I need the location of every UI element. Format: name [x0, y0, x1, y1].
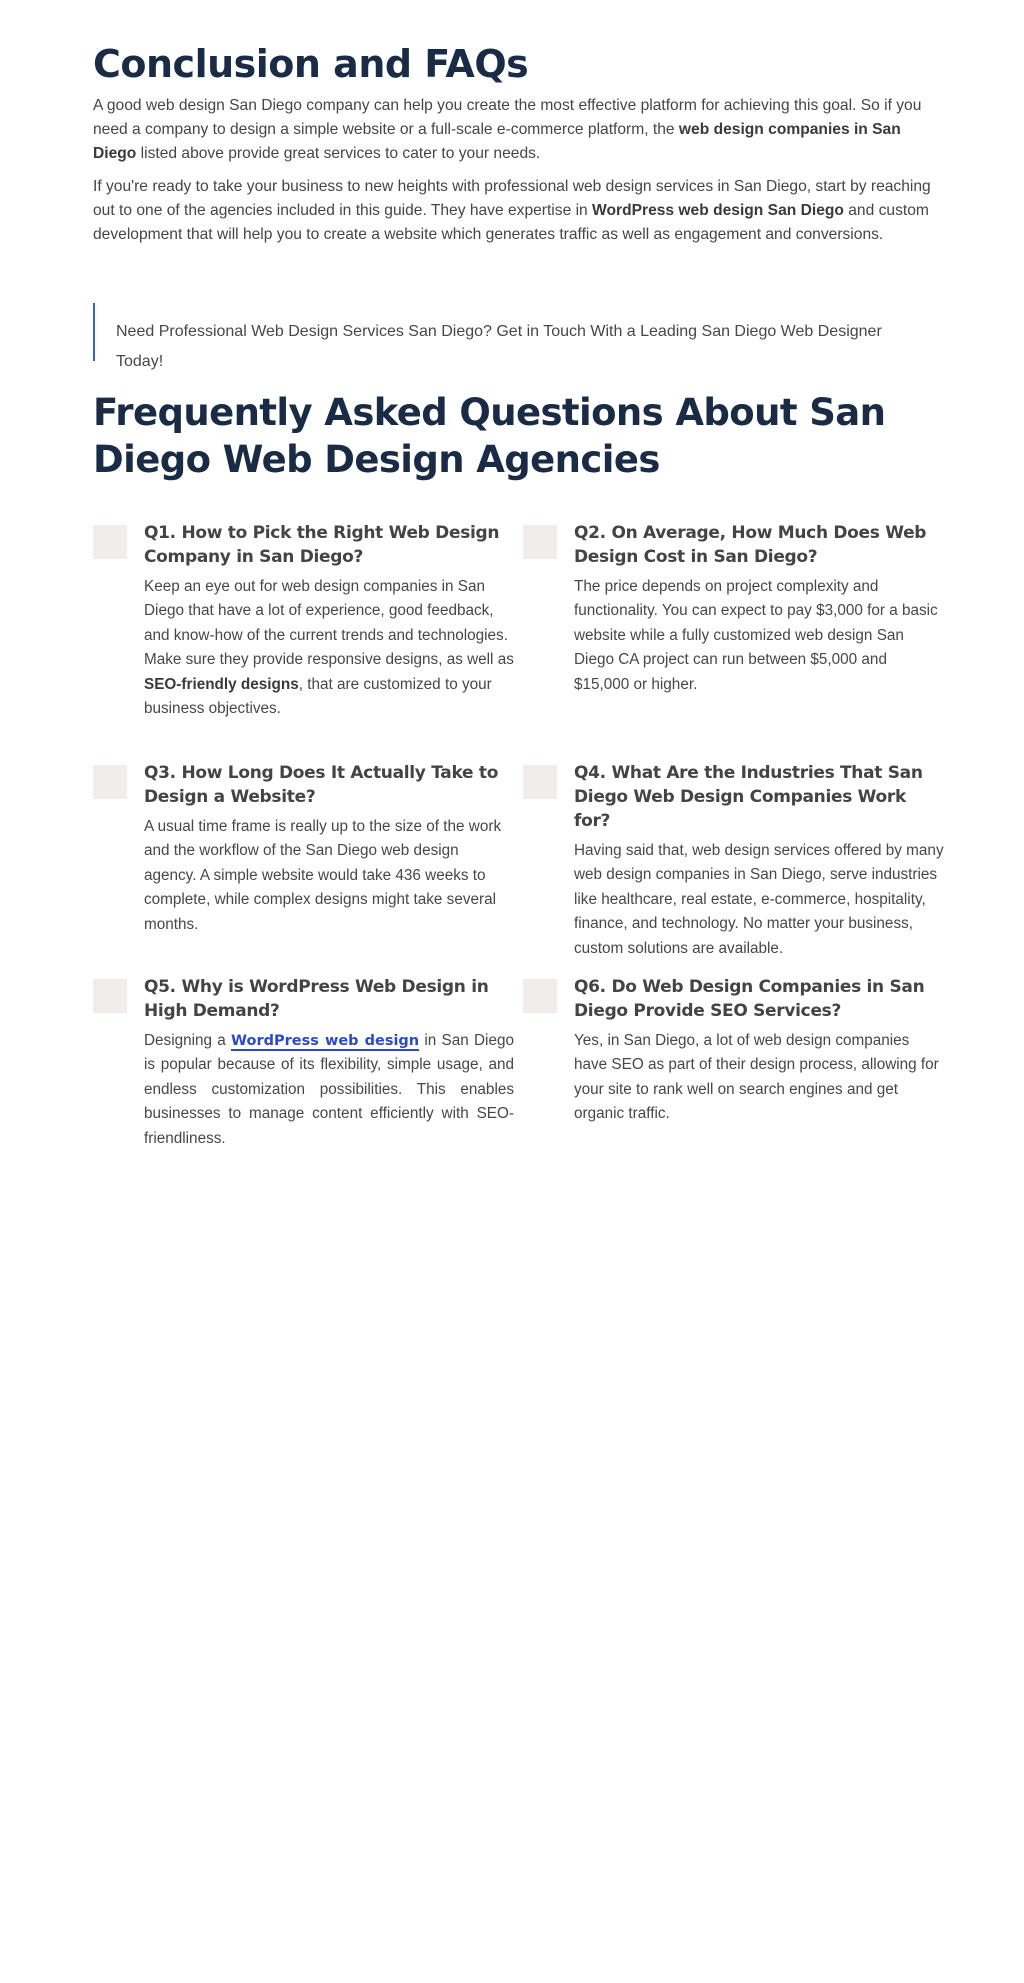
- faq-content: [574, 975, 944, 1127]
- faq-question: Q2. On Average, How Much Does Web Design Cost in San Diego?: [574, 523, 927, 567]
- paragraph-text: If you're ready to take your business to new heights with professional web design services in San Diego, start by reaching out to one of the agencies included in this guide. They have expertise in: [93, 178, 931, 219]
- faq-grid: [93, 521, 944, 1161]
- faq-answer: A usual time frame is really up to the size of the work and the workflow of the San Diego web design agency. A simple website would take 436 weeks to complete, while complex designs might take several months.: [144, 818, 502, 933]
- faq-content: [574, 761, 944, 961]
- faq-content: [144, 521, 514, 721]
- answer-bold-text: SEO-friendly designs: [144, 675, 299, 693]
- answer-text: , that are customized to your business objectives.: [144, 675, 492, 718]
- wordpress-web-design-link[interactable]: WordPress web design: [231, 1033, 420, 1049]
- conclusion-heading: Conclusion and FAQs: [93, 42, 529, 86]
- faq-answer: The price depends on project complexity and functionality. You can expect to pay $3,000 for a basic website while a fully customized web design San Diego CA project can run between $5,000 and $15,000 or higher.: [574, 578, 938, 693]
- paragraph-bold-text: WordPress web design San Diego: [592, 202, 844, 219]
- faq-question: Q3. How Long Does It Actually Take to Design a Website?: [144, 763, 499, 807]
- faq-icon-placeholder: [93, 979, 127, 1013]
- faq-answer: Having said that, web design services offered by many web design companies in San Diego, serve industries like healthcare, real estate, e-commerce, hospitality, finance, and technology. No matter your business, custom solutions are available.: [574, 842, 944, 957]
- conclusion-paragraph-2: [93, 175, 933, 247]
- answer-text: Designing a: [144, 1032, 232, 1049]
- faq-icon-placeholder: [523, 525, 557, 559]
- faq-icon-placeholder: [93, 765, 127, 799]
- faq-question: Q5. Why is WordPress Web Design in High Demand?: [144, 977, 489, 1021]
- faq-content: [144, 761, 514, 937]
- faq-answer: [144, 1029, 514, 1151]
- conclusion-paragraph-1: [93, 94, 933, 166]
- cta-blockquote: [93, 303, 933, 370]
- answer-text: Keep an eye out for web design companies in San Diego that have a lot of experience, good feedback, and know-how of the current trends and technologies. Make sure they provide responsive designs, as well as: [144, 578, 514, 669]
- faq-content: [144, 975, 514, 1151]
- faq-heading: Frequently Asked Questions About San Diego Web Design Agencies: [93, 391, 886, 481]
- faq-question: Q6. Do Web Design Companies in San Diego Provide SEO Services?: [574, 977, 925, 1021]
- faq-icon-placeholder: [523, 765, 557, 799]
- faq-question: Q1. How to Pick the Right Web Design Company in San Diego?: [144, 523, 500, 567]
- faq-answer: [144, 575, 514, 721]
- faq-answer: Yes, in San Diego, a lot of web design companies have SEO as part of their design process, allowing for your site to rank well on search engines and get organic traffic.: [574, 1032, 939, 1123]
- faq-icon-placeholder: [523, 979, 557, 1013]
- answer-text: in San Diego is popular because of its flexibility, simple usage, and endless customization possibilities. This enables businesses to manage content efficiently with SEO-friendliness.: [144, 1032, 514, 1147]
- cta-blockquote-text: Need Professional Web Design Services San Diego? Get in Touch With a Leading San Diego Web Designer Today!: [116, 323, 882, 370]
- faq-content: [574, 521, 944, 697]
- article-content: [93, 40, 944, 1161]
- paragraph-bold-text: web design companies in San Diego: [93, 121, 901, 162]
- faq-question: Q4. What Are the Industries That San Diego Web Design Companies Work for?: [574, 763, 923, 831]
- paragraph-text: listed above provide great services to cater to your needs.: [136, 145, 541, 162]
- paragraph-text: A good web design San Diego company can help you create the most effective platform for achieving this goal. So if you need a company to design a simple website or a full-scale e-commerce platform, the: [93, 97, 922, 138]
- faq-icon-placeholder: [93, 525, 127, 559]
- paragraph-text: and custom development that will help you to create a website which generates traffic as well as engagement and conversions.: [93, 202, 929, 243]
